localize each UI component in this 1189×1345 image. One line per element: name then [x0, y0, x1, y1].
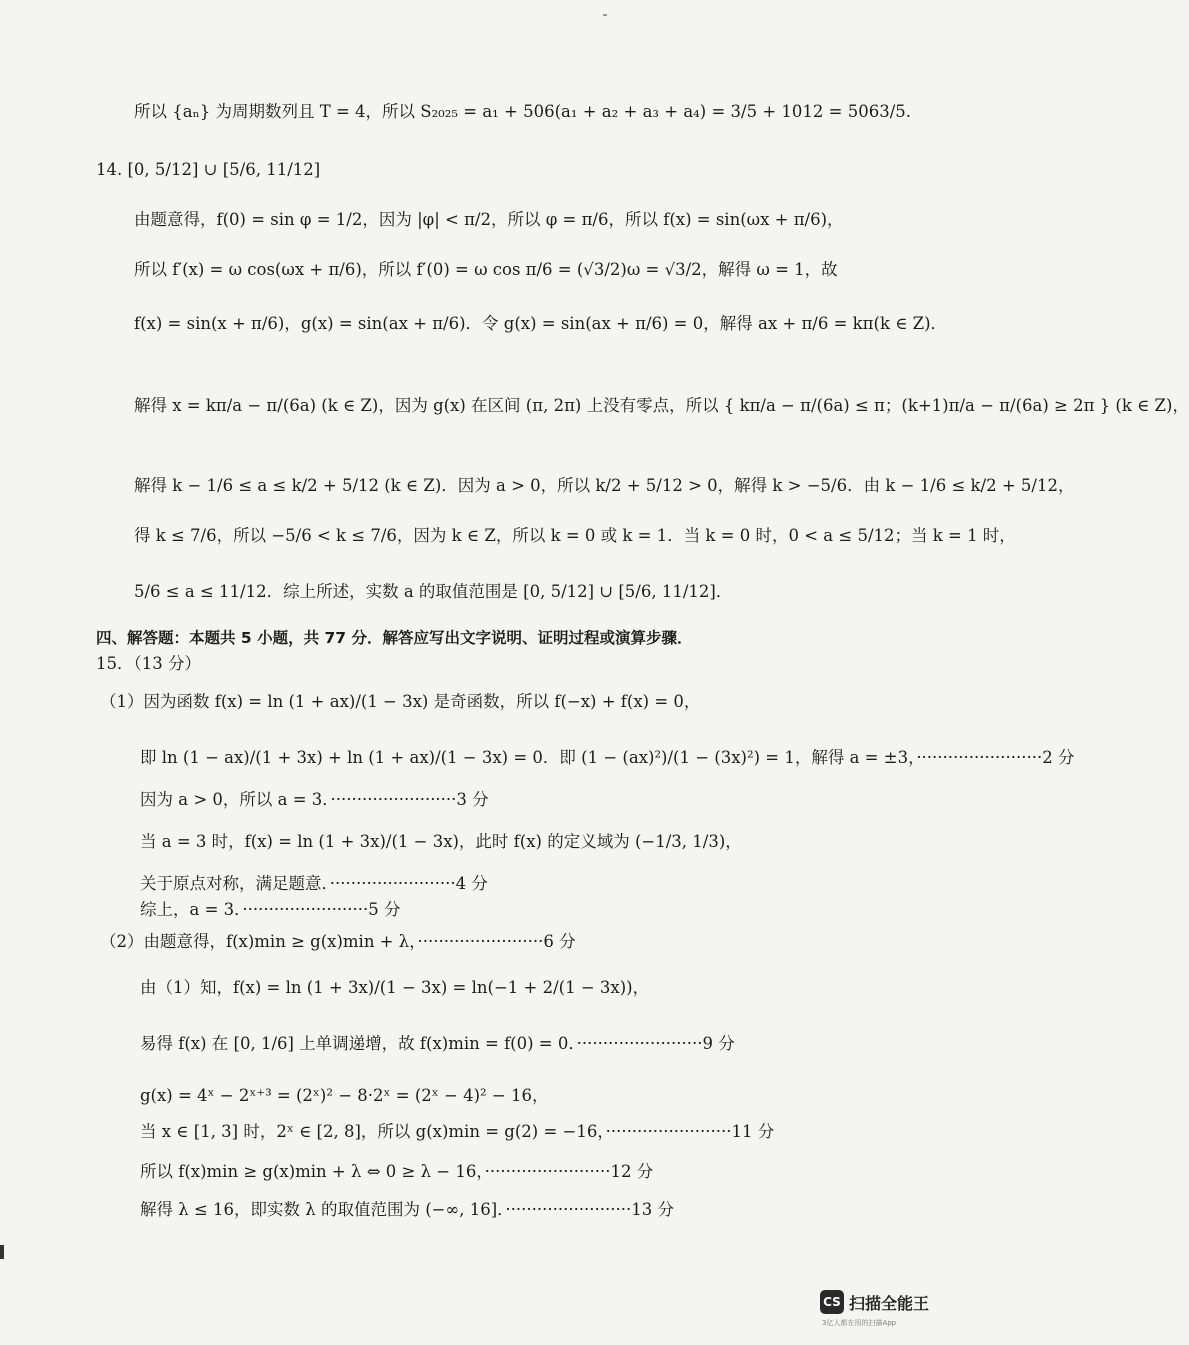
q14-answer-line: 14. [0, 5/12] ∪ [5/6, 11/12] [96, 160, 321, 179]
q15-part1-line: 关于原点对称，满足题意．························4 分 [140, 874, 488, 893]
scanner-brand [820, 1290, 929, 1314]
q15-title: 15．（13 分） [96, 654, 201, 673]
q15-part2-line: 解得 λ ≤ 16，即实数 λ 的取值范围为 (−∞, 16]．························13 分 [140, 1200, 675, 1219]
q14-step-line: 解得 x = kπ/a − π/(6a) (k ∈ Z)，因为 g(x) 在区间 (π, 2π) 上没有零点，所以 { kπ/a − π/(6a) ≤ π；(k+1)π/a − π/(6a) ≥ 2π } (k ∈ Z)， [134, 396, 1189, 415]
q15-part2-line: 所以 f(x)min ≥ g(x)min + λ ⇔ 0 ≥ λ − 16，························12 分 [140, 1162, 654, 1181]
q15-part2-line: 由（1）知，f(x) = ln (1 + 3x)/(1 − 3x) = ln(−1 + 2/(1 − 3x))， [140, 978, 650, 997]
section-heading: 四、解答题：本题共 5 小题，共 77 分．解答应写出文字说明、证明过程或演算步骤． [96, 629, 693, 647]
q14-step-line: f(x) = sin(x + π/6)，g(x) = sin(ax + π/6)．令 g(x) = sin(ax + π/6) = 0，解得 ax + π/6 = kπ(k ∈ Z)． [134, 314, 948, 333]
q15-part2-line: （2）由题意得，f(x)min ≥ g(x)min + λ，························6 分 [100, 932, 576, 951]
q15-part1-line: 即 ln (1 − ax)/(1 + 3x) + ln (1 + ax)/(1 − 3x) = 0．即 (1 − (ax)²)/(1 − (3x)²) = 1，解得 a = ±3，························2 分 [140, 748, 1075, 767]
q14-step-line: 解得 k − 1/6 ≤ a ≤ k/2 + 5/12 (k ∈ Z)．因为 a > 0，所以 k/2 + 5/12 > 0，解得 k > −5/6．由 k − 1/6 ≤ k/2 + 5/12， [134, 476, 1075, 495]
q14-conclusion-line: 5/6 ≤ a ≤ 11/12．综上所述，实数 a 的取值范围是 [0, 5/12] ∪ [5/6, 11/12]． [134, 582, 733, 601]
q14-step-line: 得 k ≤ 7/6，所以 −5/6 < k ≤ 7/6，因为 k ∈ Z，所以 k = 0 或 k = 1．当 k = 0 时，0 < a ≤ 5/12；当 k = 1 时， [134, 526, 1016, 545]
q15-part1-line: （1）因为函数 f(x) = ln (1 + ax)/(1 − 3x) 是奇函数，所以 f(−x) + f(x) = 0， [100, 692, 701, 711]
q14-step-line: 由题意得，f(0) = sin φ = 1/2，因为 |φ| < π/2，所以 φ = π/6，所以 f(x) = sin(ωx + π/6)， [134, 210, 844, 229]
q13-sum-line: 所以 {aₙ} 为周期数列且 T = 4，所以 S₂₀₂₅ = a₁ + 506(a₁ + a₂ + a₃ + a₄) = 3/5 + 1012 = 5063/5. [134, 102, 912, 121]
q14-step-line: 所以 f′(x) = ω cos(ωx + π/6)，所以 f′(0) = ω cos π/6 = (√3/2)ω = √3/2，解得 ω = 1，故 [134, 260, 838, 279]
q15-part2-line: g(x) = 4ˣ − 2ˣ⁺³ = (2ˣ)² − 8·2ˣ = (2ˣ − 4)² − 16， [140, 1086, 549, 1105]
brand-tagline: 3亿人都在用的扫描App [822, 1319, 897, 1327]
camscanner-logo-icon: CS [820, 1290, 844, 1314]
q15-part1-line: 当 a = 3 时，f(x) = ln (1 + 3x)/(1 − 3x)，此时 f(x) 的定义域为 (−1/3, 1/3)， [140, 832, 742, 851]
q15-part2-line: 易得 f(x) 在 [0, 1/6] 上单调递增，故 f(x)min = f(0) = 0．························9 分 [140, 1034, 735, 1053]
q15-part1-line: 因为 a > 0，所以 a = 3．························3 分 [140, 790, 489, 809]
q15-part2-line: 当 x ∈ [1, 3] 时，2ˣ ∈ [2, 8]，所以 g(x)min = g(2) = −16，························11 分 [140, 1122, 775, 1141]
q15-part1-line: 综上，a = 3．························5 分 [140, 900, 401, 919]
brand-name: 扫描全能王 [849, 1293, 930, 1313]
scan-artifact-mark [603, 14, 607, 16]
scan-edge-mark [0, 1245, 4, 1259]
